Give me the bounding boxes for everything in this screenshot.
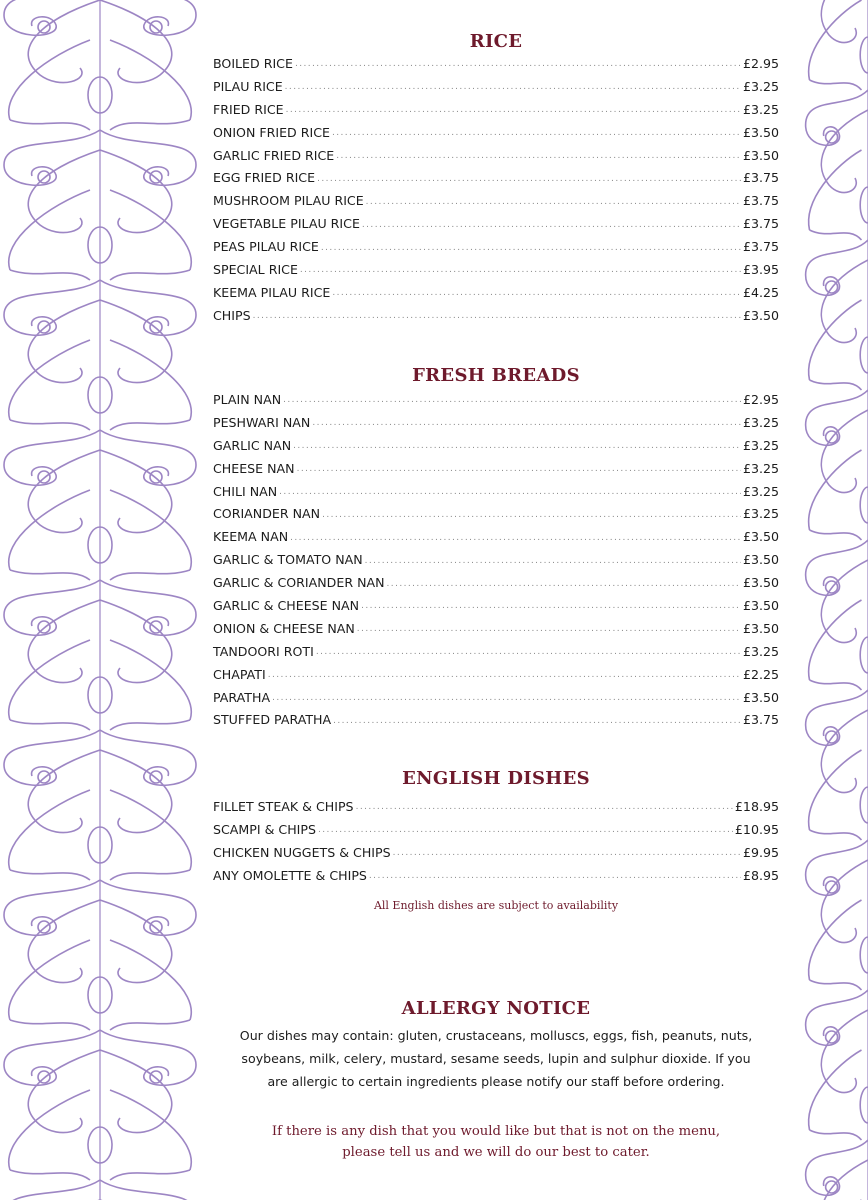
menu-item	[213, 617, 779, 640]
menu-item-price: £18.95	[734, 798, 779, 814]
menu-item-price: £2.95	[742, 391, 779, 407]
menu-item-name: EGG FRIED RICE	[213, 170, 316, 186]
menu-item-name: CHAPATI	[213, 666, 266, 682]
menu-item-price: £3.25	[742, 643, 779, 659]
menu-item	[213, 212, 779, 235]
dot-leader	[297, 462, 741, 474]
english-dishes-list	[213, 795, 779, 887]
menu-item-name: GARLIC & CORIANDER NAN	[213, 575, 385, 591]
menu-item-price: £3.50	[742, 147, 779, 163]
menu-item-name: ANY OMOLETTE & CHIPS	[213, 867, 367, 883]
menu-item-name: GARLIC FRIED RICE	[213, 147, 335, 163]
menu-item-price: £4.25	[742, 284, 779, 300]
menu-item	[213, 864, 779, 887]
availability-note: All English dishes are subject to availability	[373, 899, 619, 912]
menu-item	[213, 411, 779, 434]
menu-item-name: MUSHROOM PILAU RICE	[213, 193, 364, 209]
dot-leader	[286, 103, 741, 115]
dot-leader	[333, 714, 741, 726]
menu-item-name: GARLIC NAN	[213, 437, 292, 453]
menu-item-name: FRIED RICE	[213, 101, 284, 117]
menu-item-price: £3.75	[742, 170, 779, 186]
dot-leader	[332, 126, 741, 138]
menu-item-price: £3.50	[742, 529, 779, 545]
dot-leader	[357, 622, 741, 634]
menu-item-name: CHILI NAN	[213, 483, 278, 499]
menu-item	[213, 457, 779, 480]
menu-item-name: BOILED RICE	[213, 55, 293, 71]
closing-line: please tell us and we will do our best to cater.	[342, 1145, 650, 1160]
dot-leader	[283, 393, 741, 405]
allergy-line: Our dishes may contain: gluten, crustaceans, molluscs, eggs, fish, peanuts, nuts,	[239, 1028, 753, 1043]
section-title-english-dishes: ENGLISH DISHES	[402, 768, 590, 789]
menu-item	[213, 144, 779, 167]
menu-item-name: GARLIC & CHEESE NAN	[213, 597, 360, 613]
dot-leader	[317, 172, 741, 184]
menu-item	[213, 525, 779, 548]
menu-item-name: PEAS PILAU RICE	[213, 239, 319, 255]
dot-leader	[321, 241, 741, 253]
menu-item-price: £2.95	[742, 55, 779, 71]
menu-item-name: CHICKEN NUGGETS & CHIPS	[213, 844, 391, 860]
allergy-line: are allergic to certain ingredients please notify our staff before ordering.	[267, 1074, 725, 1089]
menu-item	[213, 708, 779, 731]
dot-leader	[318, 823, 733, 835]
dot-leader	[362, 218, 741, 230]
dot-leader	[293, 439, 741, 451]
dot-leader	[365, 554, 741, 566]
menu-item-name: CHIPS	[213, 307, 251, 323]
menu-item-price: £3.25	[742, 101, 779, 117]
dot-leader	[279, 485, 741, 497]
menu-item-price: £3.50	[742, 575, 779, 591]
menu-item-price: £3.50	[742, 552, 779, 568]
menu-item-name: STUFFED PARATHA	[213, 712, 332, 728]
menu-item-name: TANDOORI ROTI	[213, 643, 314, 659]
dot-leader	[322, 508, 741, 520]
rice-list	[213, 52, 779, 327]
menu-item-name: PARATHA	[213, 689, 271, 705]
dot-leader	[290, 531, 741, 543]
menu-item	[213, 75, 779, 98]
menu-item-name: ONION FRIED RICE	[213, 124, 330, 140]
dot-leader	[356, 800, 733, 812]
menu-item	[213, 480, 779, 503]
menu-item-name: KEEMA NAN	[213, 529, 289, 545]
menu-item-price: £3.50	[742, 307, 779, 323]
menu-item-name: CHEESE NAN	[213, 460, 295, 476]
menu-item-price: £3.50	[742, 620, 779, 636]
menu-item-price: £3.75	[742, 712, 779, 728]
allergy-line: soybeans, milk, celery, mustard, sesame seeds, lupin and sulphur dioxide. If you	[241, 1051, 751, 1066]
menu-item-name: VEGETABLE PILAU RICE	[213, 216, 360, 232]
menu-item-name: FILLET STEAK & CHIPS	[213, 798, 354, 814]
menu-item-name: SPECIAL RICE	[213, 261, 298, 277]
menu-item	[213, 121, 779, 144]
dot-leader	[285, 80, 741, 92]
menu-item	[213, 98, 779, 121]
dot-leader	[369, 869, 741, 881]
menu-item-price: £10.95	[734, 821, 779, 837]
menu-item	[213, 795, 779, 818]
menu-item-price: £3.75	[742, 193, 779, 209]
menu-item	[213, 686, 779, 709]
menu-item	[213, 166, 779, 189]
menu-item-price: £8.95	[742, 867, 779, 883]
dot-leader	[366, 195, 741, 207]
closing-message	[213, 1121, 779, 1163]
menu-item	[213, 189, 779, 212]
menu-item	[213, 434, 779, 457]
dot-leader	[332, 286, 741, 298]
menu-item-name: CORIANDER NAN	[213, 506, 321, 522]
dot-leader	[393, 846, 741, 858]
menu-item	[213, 304, 779, 327]
dot-leader	[387, 577, 741, 589]
section-title-fresh-breads: FRESH BREADS	[412, 365, 580, 386]
menu-item-name: GARLIC & TOMATO NAN	[213, 552, 363, 568]
menu-item	[213, 818, 779, 841]
menu-item	[213, 502, 779, 525]
menu-item	[213, 594, 779, 617]
menu-item-price: £3.75	[742, 239, 779, 255]
menu-item-price: £3.25	[742, 483, 779, 499]
menu-item	[213, 841, 779, 864]
section-title-rice: RICE	[469, 31, 523, 52]
dot-leader	[316, 645, 741, 657]
dot-leader	[253, 309, 741, 321]
dot-leader	[300, 263, 741, 275]
menu-item	[213, 281, 779, 304]
menu-item	[213, 52, 779, 75]
menu-item	[213, 388, 779, 411]
menu-item	[213, 663, 779, 686]
menu-item-price: £3.25	[742, 460, 779, 476]
menu-item-name: PESHWARI NAN	[213, 414, 311, 430]
menu-item	[213, 571, 779, 594]
menu-item-name: ONION & CHEESE NAN	[213, 620, 355, 636]
menu-item-price: £3.50	[742, 689, 779, 705]
menu-item-price: £3.75	[742, 216, 779, 232]
ornamental-border-right-icon	[796, 0, 868, 1200]
allergy-notice-text	[213, 1024, 779, 1093]
menu-item	[213, 548, 779, 571]
menu-item-name: PLAIN NAN	[213, 391, 282, 407]
menu-item-name: PILAU RICE	[213, 78, 283, 94]
menu-item-price: £3.50	[742, 124, 779, 140]
menu-item-price: £9.95	[742, 844, 779, 860]
menu-item-price: £3.95	[742, 261, 779, 277]
closing-line: If there is any dish that you would like but that is not on the menu,	[271, 1124, 721, 1139]
menu-item-name: SCAMPI & CHIPS	[213, 821, 316, 837]
menu-item-price: £3.25	[742, 437, 779, 453]
dot-leader	[312, 416, 741, 428]
menu-item-price: £2.25	[742, 666, 779, 682]
menu-item-name: KEEMA PILAU RICE	[213, 284, 331, 300]
menu-item-price: £3.50	[742, 597, 779, 613]
menu-item	[213, 640, 779, 663]
menu-item	[213, 235, 779, 258]
fresh-breads-list	[213, 388, 779, 731]
dot-leader	[336, 149, 741, 161]
menu-item	[213, 258, 779, 281]
dot-leader	[361, 599, 741, 611]
menu-item-price: £3.25	[742, 506, 779, 522]
menu-item-price: £3.25	[742, 414, 779, 430]
ornamental-border-left-icon	[0, 0, 200, 1200]
dot-leader	[268, 668, 741, 680]
allergy-notice-title: ALLERGY NOTICE	[401, 998, 591, 1019]
dot-leader	[272, 691, 741, 703]
dot-leader	[295, 57, 741, 69]
menu-item-price: £3.25	[742, 78, 779, 94]
